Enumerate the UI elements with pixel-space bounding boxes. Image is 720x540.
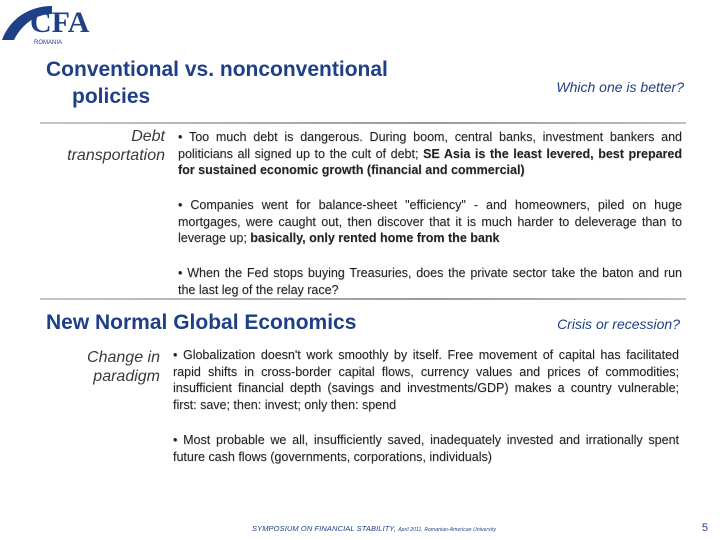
section1-title-line1: Conventional vs. nonconventional <box>46 58 388 81</box>
footer-main: SYMPOSIUM ON FINANCIAL STABILITY, <box>252 524 397 533</box>
section2-side-label <box>40 348 160 386</box>
section1-title-line2: policies <box>72 85 151 108</box>
divider <box>40 298 686 300</box>
divider <box>40 122 686 124</box>
cfa-romania-logo <box>0 0 110 48</box>
bullet-insufficient-savings: • Most probable we all, insufficiently saved, inadequately invested and irrationally spent future cash flows (governments, corporations, individuals) <box>173 433 679 464</box>
side-label-line1: Change in <box>87 349 160 366</box>
section1-side-label <box>40 127 165 165</box>
section1-question: Which one is better? <box>556 79 684 95</box>
page-number: 5 <box>701 522 708 534</box>
bullet-globalization: • Globalization doesn't work smoothly by itself. Free movement of capital has facilitated rapid shifts in cross-border capital flows, currency values and prices of commodities; insufficient financial depth (savings and investments/GDP) makes a country vulnerable; first: save; then: invest; only then: spend <box>173 348 679 412</box>
logo-subtitle: ROMANIA <box>34 40 63 46</box>
logo-letters: CFA <box>30 6 90 39</box>
side-label-line2: paradigm <box>93 368 160 385</box>
side-label-line1: Debt <box>131 128 165 145</box>
bullet-debt-danger: • Too much debt is dangerous. During boom, central banks, investment bankers and politicians all signed up to the cult of debt; SE Asia is the least levered, best prepared for sustained economic growth (financial and commercial) <box>178 130 682 177</box>
section1-title <box>46 56 446 110</box>
section2-question: Crisis or recession? <box>557 316 680 332</box>
section2-title: New Normal Global Economics <box>46 311 357 334</box>
footer-small: April 2011, Romanian-American University <box>398 527 497 533</box>
bullet-balance-sheet: • Companies went for balance-sheet "efficiency" - and homeowners, piled on huge mortgages, were caught out, then discover that it is much harder to deleverage than to leverage up; basically, only rented home from the bank <box>178 198 682 245</box>
side-label-line2: transportation <box>67 147 165 164</box>
footer <box>252 524 496 533</box>
bullet-fed-treasuries: • When the Fed stops buying Treasuries, does the private sector take the baton and run the last leg of the relay race? <box>178 266 682 297</box>
